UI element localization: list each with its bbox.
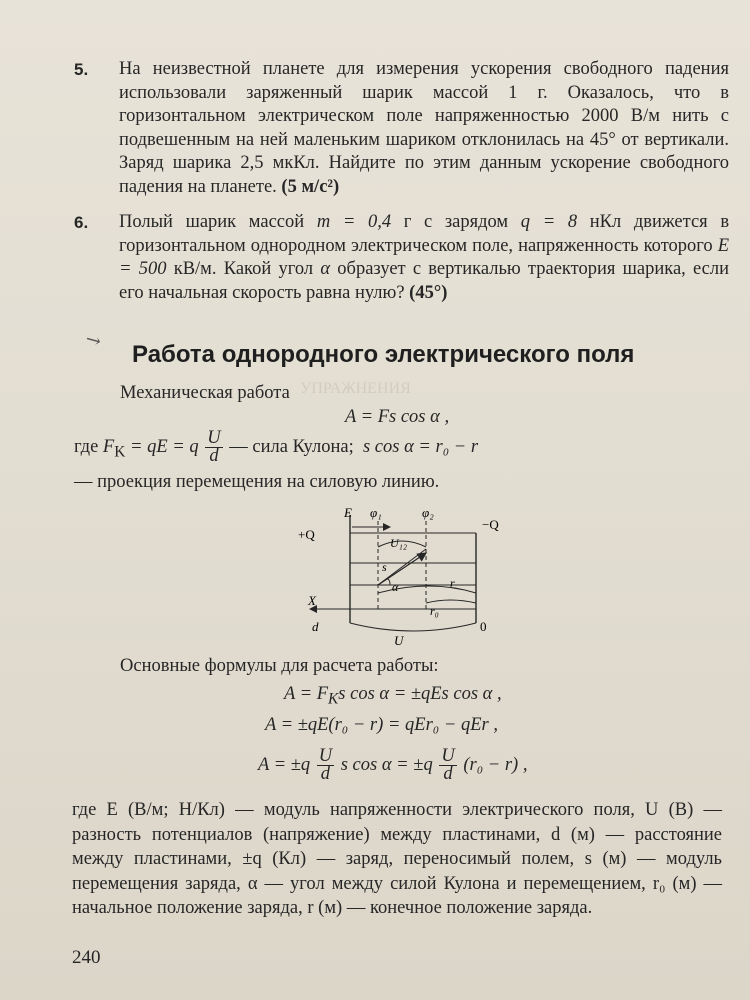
pen-mark: ↘ (81, 327, 105, 353)
label-phi2: φ₂ (422, 505, 434, 520)
label-x: X (308, 593, 316, 608)
label-d: d (312, 619, 319, 634)
formula-work: A = Fs cos α , (345, 407, 450, 427)
u-arc (350, 623, 476, 631)
capacitor-diagram (290, 505, 520, 647)
formula-2: $A = F_Ks$ cos α = ±qEs cos α , (284, 684, 502, 708)
label-minusq: −Q (482, 517, 499, 532)
problem-number: 6. (74, 213, 89, 232)
problem-answer: (45°) (409, 282, 448, 303)
fraction-u-over-d: $\frac{U}{d}$ (207, 428, 221, 466)
legend-paragraph: где E (В/м; Н/Кл) — модуль напряженности электрического поля, U (В) — разность потенциалов (напряжение) между пластинами, d (м) — расстояние между пластинами, ±q (Кл) — заряд, переносимый полем, s (м) — модуль перемещения заряда, α — угол между силой Кулона и перемещением, r₀ (м) — начальное положение заряда, r (м) — конечное положение заряда. (72, 800, 722, 918)
problem-text: Полый шарик массой m = 0,4 г с зарядом q = 8 нКл движется в горизонтальном однородном электрическом поле, напряженность которого E = 500 кВ/м. Какой угол α образует с вертикалью траектория шарика, если его начальная скорость равна нулю? (45°) (119, 212, 730, 303)
problem-number: 5. (74, 60, 89, 79)
r0-arc (426, 600, 476, 603)
label-phi1: φ₁ (370, 505, 382, 520)
label-r: r (450, 576, 455, 590)
mech-label: Механическая работа (120, 383, 290, 403)
label-plusq: +Q (298, 527, 315, 542)
problem-answer: (5 м/с²) (281, 176, 340, 197)
label-u: U (394, 633, 404, 647)
section-title: Работа однородного электрического поля (132, 341, 635, 368)
formula-3: A = ±qE(r₀ − r) = qEr₀ − qEr , (265, 715, 498, 735)
page-number: 240 (72, 947, 101, 968)
basic-label: Основные формулы для расчета работы: (120, 656, 439, 676)
projection-line: — проекция перемещения на силовую линию. (74, 472, 440, 492)
coulomb-line: где $F_K$ = qE = q $\frac{U}{d}$ — сила Кулона; s cos α = r₀ − r (74, 428, 479, 466)
label-alpha: α (392, 580, 399, 594)
label-s: s (382, 560, 387, 574)
label-r0: r₀ (430, 604, 439, 618)
label-e: E (344, 505, 352, 520)
label-u12: U₁₂ (390, 536, 408, 550)
problem-text: На неизвестной планете для измерения ускорения свободного падения использовали заряженный шарик массой 1 г. Оказалось, что в горизонтальном электрическом поле напряженностью 2000 В/м нить с подвешенным на ней маленьким шариком отклонилась на 45° от вертикали. Заряд шарика 2,5 мкКл. Найдите по этим данным ускорение свободного падения на планете. (5 м/с²) (119, 59, 729, 197)
formula-4: A = ±q $\frac{U}{d}$ s cos α = ±q $\frac{U}{d}$ (r₀ − r) , (258, 746, 528, 784)
bleed-through: УПРАЖНЕНИЯ (300, 380, 411, 397)
label-zero: 0 (480, 619, 487, 634)
